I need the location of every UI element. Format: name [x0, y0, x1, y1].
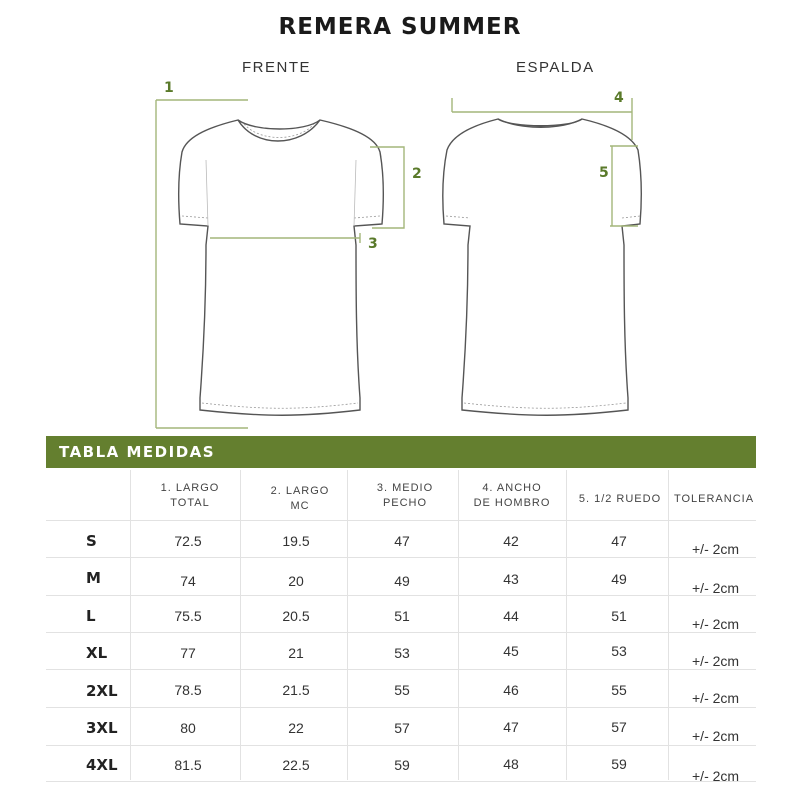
cell-ancho-hombro: 48 [503, 756, 519, 772]
grid-line [458, 470, 459, 780]
grid-line [46, 745, 756, 746]
size-label: XL [86, 644, 108, 662]
cell-ancho-hombro: 47 [503, 719, 519, 735]
grid-line [566, 470, 567, 780]
cell-medio-ruedo: 47 [611, 533, 627, 549]
cell-medio-ruedo: 55 [611, 682, 627, 698]
cell-tolerancia: +/- 2cm [692, 616, 740, 632]
cell-largo-total: 81.5 [174, 757, 202, 773]
cell-medio-ruedo: 59 [611, 756, 627, 772]
table-banner-label: TABLA MEDIDAS [59, 443, 216, 461]
cell-medio-ruedo: 51 [611, 608, 627, 624]
cell-tolerancia: +/- 2cm [692, 768, 740, 784]
grid-line [46, 632, 756, 633]
cell-largo-total: 74 [180, 573, 196, 589]
size-label: M [86, 569, 101, 587]
grid-line [46, 520, 756, 521]
cell-tolerancia: +/- 2cm [692, 728, 740, 744]
callout-1: 1 [164, 80, 174, 96]
size-label: L [86, 607, 96, 625]
cell-tolerancia: +/- 2cm [692, 653, 740, 669]
cell-medio-ruedo: 49 [611, 571, 627, 587]
cell-ancho-hombro: 42 [503, 533, 519, 549]
cell-medio-pecho: 47 [394, 533, 410, 549]
cell-medio-pecho: 49 [394, 573, 410, 589]
grid-line [46, 669, 756, 670]
front-view-label: FRENTE [242, 59, 311, 76]
callout-2: 2 [412, 166, 422, 182]
cell-largo-mc: 22.5 [282, 757, 310, 773]
size-label: 4XL [86, 756, 118, 774]
callout-4: 4 [614, 90, 624, 106]
page-title: REMERA SUMMER [278, 14, 522, 40]
cell-ancho-hombro: 44 [503, 608, 519, 624]
grid-line [46, 781, 756, 782]
cell-largo-total: 75.5 [174, 608, 202, 624]
cell-tolerancia: +/- 2cm [692, 580, 740, 596]
cell-largo-total: 77 [180, 645, 196, 661]
grid-line [130, 470, 131, 780]
header-ancho-hombro: 4. ANCHO DE HOMBRO [473, 482, 551, 509]
cell-largo-mc: 20.5 [282, 608, 310, 624]
cell-medio-ruedo: 57 [611, 719, 627, 735]
size-label: 3XL [86, 719, 118, 737]
back-view-label: ESPALDA [516, 59, 595, 76]
cell-largo-total: 80 [180, 720, 196, 736]
callout-3: 3 [368, 236, 378, 252]
grid-line [240, 470, 241, 780]
grid-line [46, 557, 756, 558]
cell-medio-pecho: 51 [394, 608, 410, 624]
cell-largo-total: 78.5 [174, 682, 202, 698]
cell-largo-mc: 22 [288, 720, 304, 736]
cell-largo-mc: 19.5 [282, 533, 310, 549]
header-largo-total: 1. LARGO TOTAL [160, 482, 220, 509]
cell-largo-total: 72.5 [174, 533, 202, 549]
grid-line [46, 595, 756, 596]
cell-medio-pecho: 55 [394, 682, 410, 698]
header-largo-mc: 2. LARGO MC [270, 485, 330, 512]
cell-medio-ruedo: 53 [611, 643, 627, 659]
header-medio-ruedo: 5. 1/2 RUEDO [578, 493, 662, 505]
size-label: 2XL [86, 682, 118, 700]
cell-medio-pecho: 59 [394, 757, 410, 773]
header-tolerancia: TOLERANCIA [673, 493, 755, 505]
cell-ancho-hombro: 46 [503, 682, 519, 698]
cell-largo-mc: 21.5 [282, 682, 310, 698]
cell-tolerancia: +/- 2cm [692, 541, 740, 557]
header-medio-pecho: 3. MEDIO PECHO [376, 482, 434, 509]
grid-line [668, 470, 669, 780]
cell-ancho-hombro: 45 [503, 643, 519, 659]
size-label: S [86, 532, 97, 550]
table-banner [46, 436, 756, 468]
callout-5: 5 [599, 165, 609, 181]
cell-tolerancia: +/- 2cm [692, 690, 740, 706]
cell-medio-pecho: 53 [394, 645, 410, 661]
cell-largo-mc: 21 [288, 645, 304, 661]
front-tshirt-illustration [179, 120, 384, 415]
grid-line [347, 470, 348, 780]
cell-ancho-hombro: 43 [503, 571, 519, 587]
grid-line [46, 707, 756, 708]
cell-medio-pecho: 57 [394, 720, 410, 736]
cell-largo-mc: 20 [288, 573, 304, 589]
